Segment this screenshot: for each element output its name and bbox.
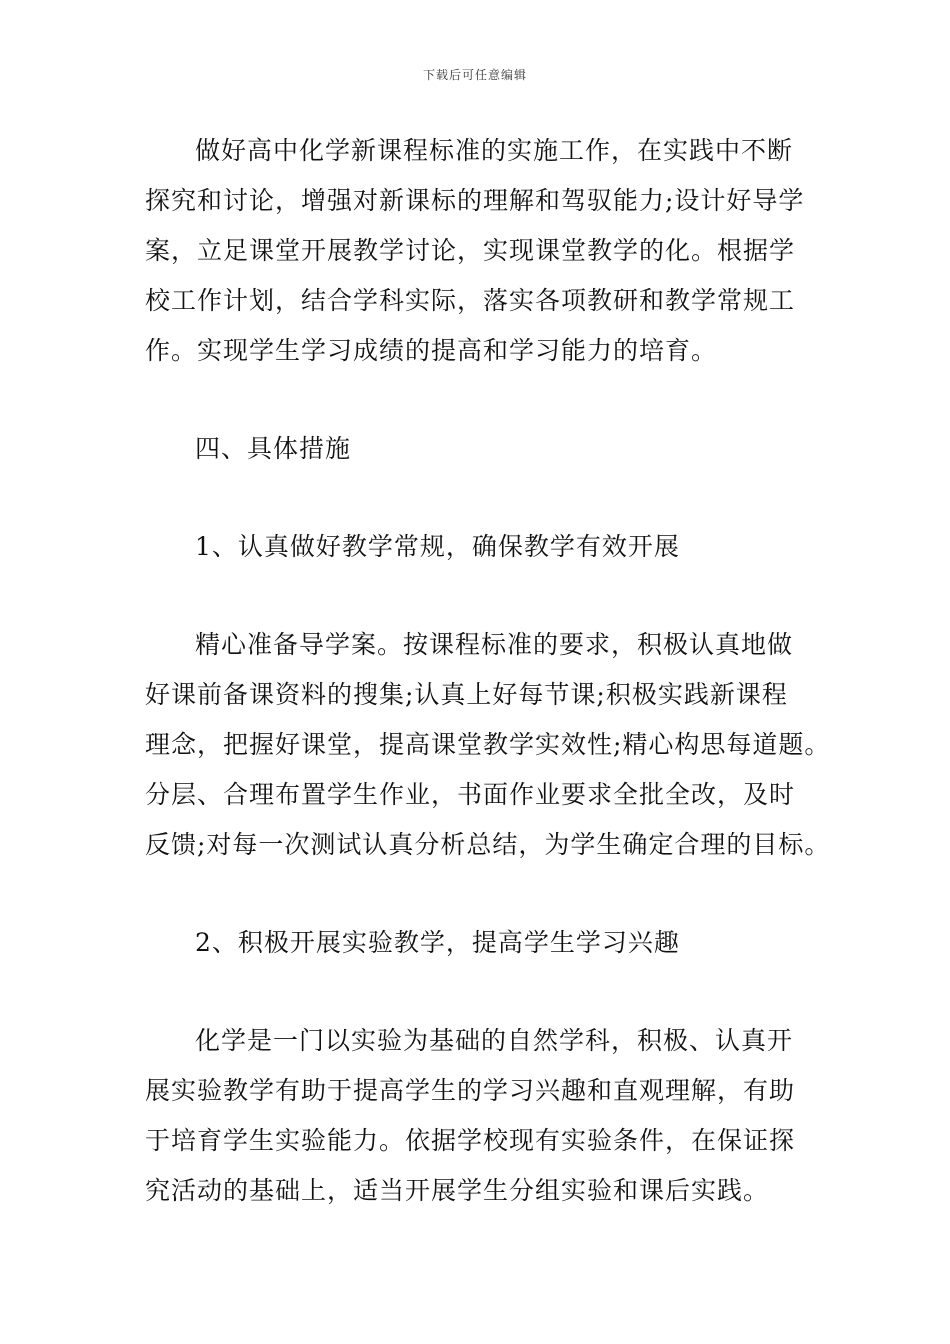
paragraph-line: 展实验教学有助于提高学生的学习兴趣和直观理解，有助 bbox=[145, 1076, 796, 1105]
subheading-teaching-routine: 1、认真做好教学常规，确保教学有效开展 bbox=[195, 532, 680, 561]
paragraph-line: 做好高中化学新课程标准的实施工作，在实践中不断 bbox=[195, 136, 794, 165]
paragraph-line: 精心准备导学案。按课程标准的要求，积极认真地做 bbox=[195, 630, 794, 659]
paragraph-lesson-prep bbox=[145, 620, 831, 870]
paragraph-line: 好课前备课资料的搜集;认真上好每节课;积极实践新课程 bbox=[145, 680, 788, 709]
paragraph-line: 案，立足课堂开展教学讨论，实现课堂教学的化。根据学 bbox=[145, 236, 796, 265]
section-heading-measures: 四、具体措施 bbox=[195, 434, 352, 463]
paragraph-line: 理念，把握好课堂，提高课堂教学实效性;精心构思每道题。 bbox=[145, 730, 831, 759]
paragraph-experiments bbox=[145, 1016, 815, 1216]
paragraph-line: 分层、合理布置学生作业，书面作业要求全批全改，及时 bbox=[145, 780, 796, 809]
paragraph-line: 化学是一门以实验为基础的自然学科，积极、认真开 bbox=[195, 1026, 794, 1055]
paragraph-line: 作。实现学生学习成绩的提高和学习能力的培育。 bbox=[145, 336, 718, 365]
paragraph-line: 于培育学生实验能力。依据学校现有实验条件，在保证探 bbox=[145, 1126, 796, 1155]
paragraph-line: 反馈;对每一次测试认真分析总结，为学生确定合理的目标。 bbox=[145, 830, 831, 859]
subheading-experiment-teaching: 2、积极开展实验教学，提高学生学习兴趣 bbox=[195, 928, 680, 957]
page-header-note: 下载后可任意编辑 bbox=[422, 68, 527, 82]
paragraph-line: 探究和讨论，增强对新课标的理解和驾驭能力;设计好导学 bbox=[145, 186, 805, 215]
paragraph-implementation bbox=[145, 126, 815, 376]
document-body bbox=[145, 126, 831, 1216]
paragraph-line: 究活动的基础上，适当开展学生分组实验和课后实践。 bbox=[145, 1176, 770, 1205]
paragraph-line: 校工作计划，结合学科实际，落实各项教研和教学常规工 bbox=[145, 286, 796, 315]
